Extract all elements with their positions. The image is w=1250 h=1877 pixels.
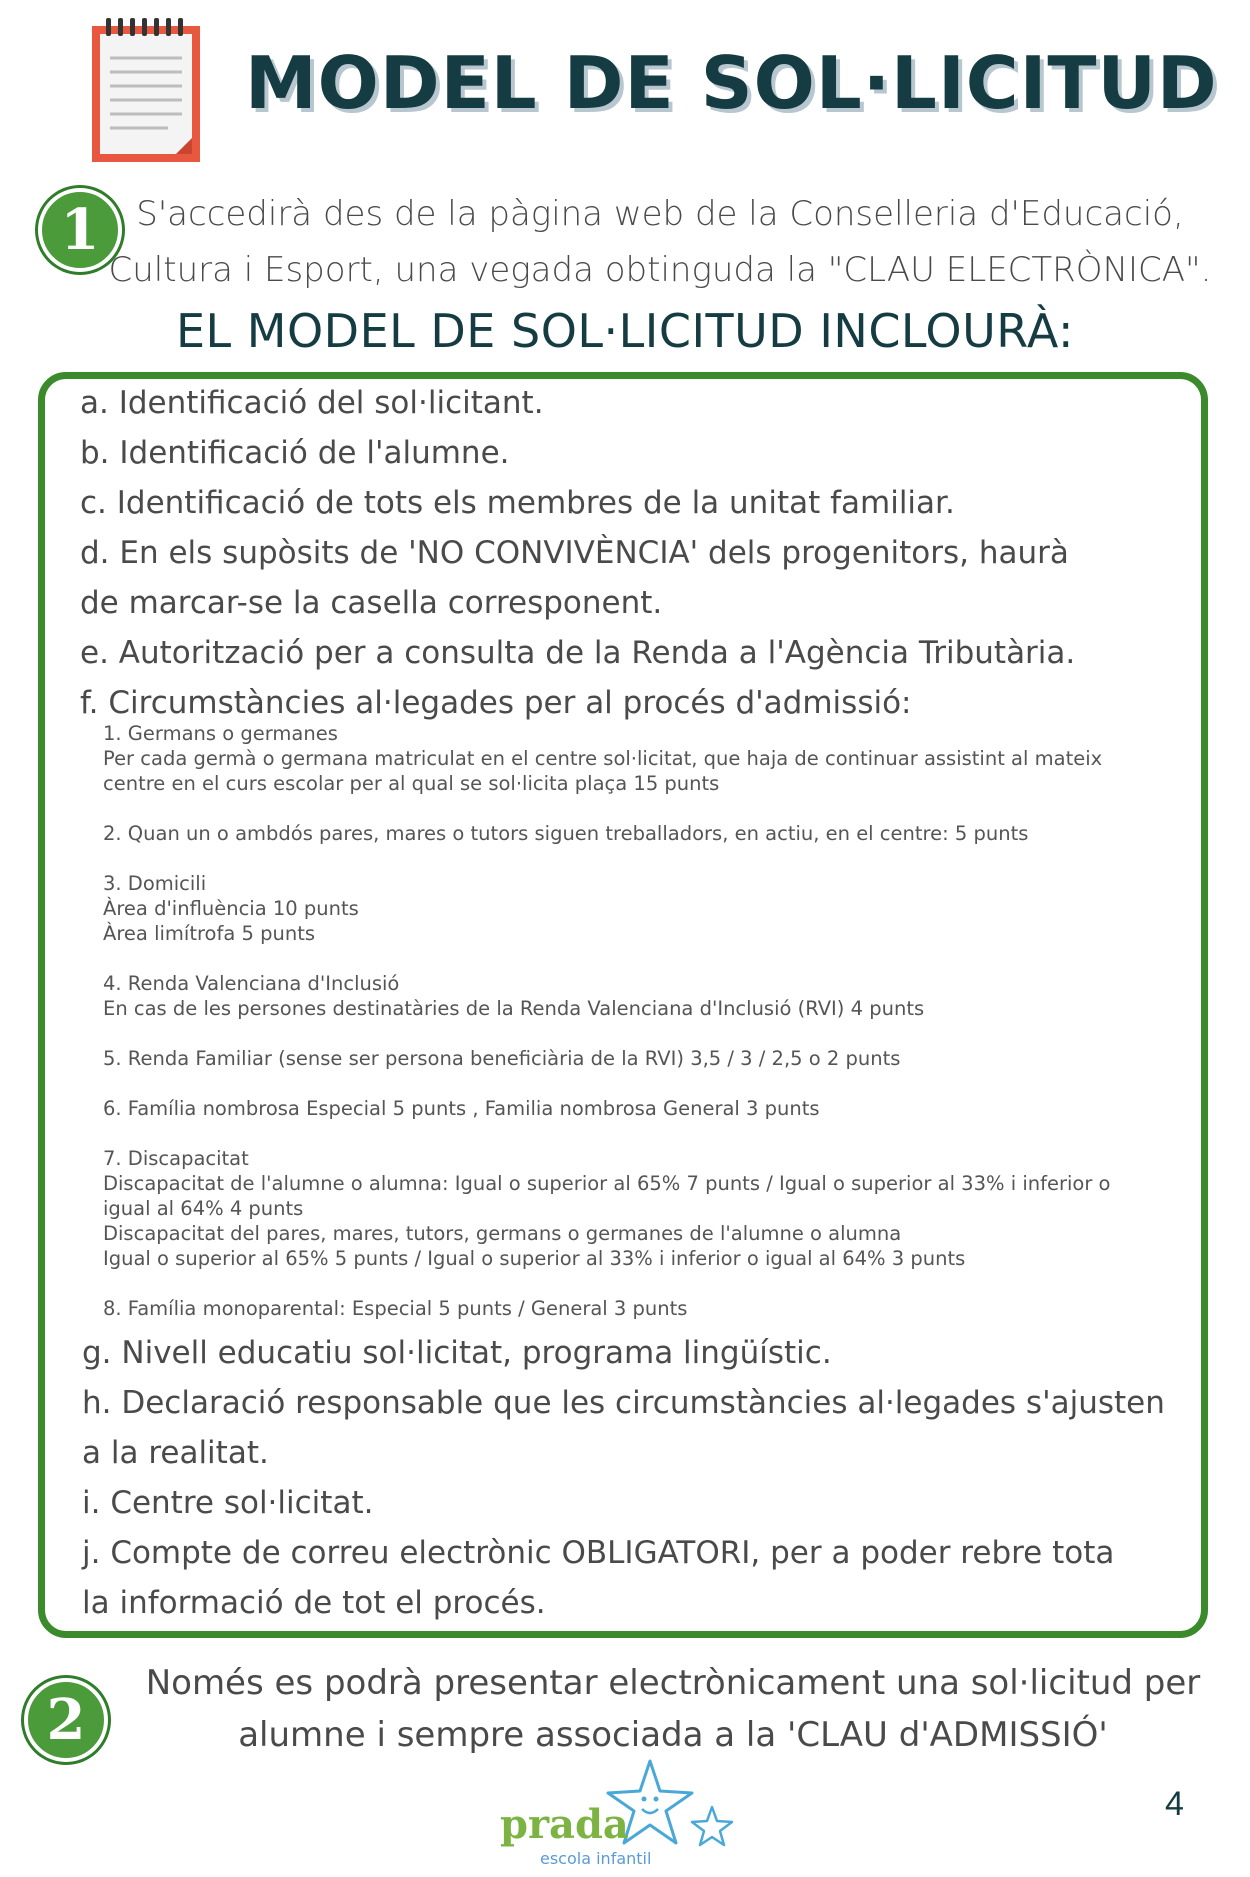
circumstance-8: 8. Família monoparental: Especial 5 punts / General 3 punts [103, 1297, 688, 1320]
page-title: MODEL DE SOL·LICITUD [245, 41, 1218, 125]
circumstance-7-line1: Discapacitat de l'alumne o alumna: Igual o superior al 65% 7 punts / Igual o superior al 33% i inferior o igual al 64% 4 punts [103, 1172, 1111, 1220]
step-2-text: Només es podrà presentar electrònicament una sol·licitud per alumne i sempre associada a la 'CLAU d'ADMISSIÓ' [145, 1663, 1201, 1755]
circumstance-3-line1: Àrea d'influència 10 punts [103, 897, 359, 920]
circumstance-2: 2. Quan un o ambdós pares, mares o tutors siguen treballadors, en actiu, en el centre: 5 punts [103, 822, 1029, 845]
circumstance-1-text: Per cada germà o germana matriculat en el centre sol·licitat, que haja de continuar assistint al mateix centre en el curs escolar per al qual se sol·licita plaça 15 punts [103, 747, 1103, 795]
circumstance-7-title: 7. Discapacitat [103, 1147, 249, 1170]
item-j: j. Compte de correu electrònic OBLIGATORI, per a poder rebre tota la informació de tot el procés. [82, 1535, 1115, 1621]
includes-heading: EL MODEL DE SOL·LICITUD INCLOURÀ: [175, 304, 1075, 358]
circumstance-4-title: 4. Renda Valenciana d'Inclusió [103, 972, 400, 995]
logo-name: prada [500, 1801, 629, 1848]
item-h: h. Declaració responsable que les circumstàncies al·legades s'ajusten a la realitat. [82, 1385, 1165, 1471]
step-2-badge: 2 [24, 1678, 108, 1762]
step-1-badge: 1 [38, 188, 122, 272]
prada-logo [500, 1755, 760, 1873]
item-g: g. Nivell educatiu sol·licitat, programa lingüístic. [82, 1335, 832, 1371]
notepad-icon [88, 16, 204, 166]
item-b: b. Identificació de l'alumne. [80, 435, 510, 471]
item-c: c. Identificació de tots els membres de la unitat familiar. [80, 485, 955, 521]
circumstance-7-line3: Igual o superior al 65% 5 punts / Igual o superior al 33% i inferior o igual al 64% 3 punts [103, 1247, 966, 1270]
item-f: f. Circumstàncies al·legades per al procés d'admissió: [80, 685, 912, 721]
circumstance-7-line2: Discapacitat del pares, mares, tutors, germans o germanes de l'alumne o alumna [103, 1222, 902, 1245]
item-a: a. Identificació del sol·licitant. [80, 385, 544, 421]
circumstance-4-text: En cas de les persones destinatàries de la Renda Valenciana d'Inclusió (RVI) 4 punts [103, 997, 925, 1020]
circumstance-5: 5. Renda Familiar (sense ser persona beneficiària de la RVI) 3,5 / 3 / 2,5 o 2 punts [103, 1047, 901, 1070]
circumstance-6: 6. Família nombrosa Especial 5 punts , Familia nombrosa General 3 punts [103, 1097, 820, 1120]
item-e: e. Autorització per a consulta de la Renda a l'Agència Tributària. [80, 635, 1076, 671]
circumstance-1-title: 1. Germans o germanes [103, 722, 338, 745]
item-i: i. Centre sol·licitat. [82, 1485, 374, 1521]
circumstance-3-line2: Àrea limítrofa 5 punts [103, 922, 316, 945]
item-d: d. En els supòsits de 'NO CONVIVÈNCIA' dels progenitors, haurà de marcar-se la casella corresponent. [80, 535, 1069, 621]
step-1-text: S'accedirà des de la pàgina web de la Conselleria d'Educació, Cultura i Esport, una vegada obtinguda la "CLAU ELECTRÒNICA". [108, 194, 1212, 290]
page-number: 4 [1165, 1785, 1184, 1823]
circumstance-3-title: 3. Domicili [103, 872, 207, 895]
logo-subtitle: escola infantil [540, 1849, 652, 1868]
